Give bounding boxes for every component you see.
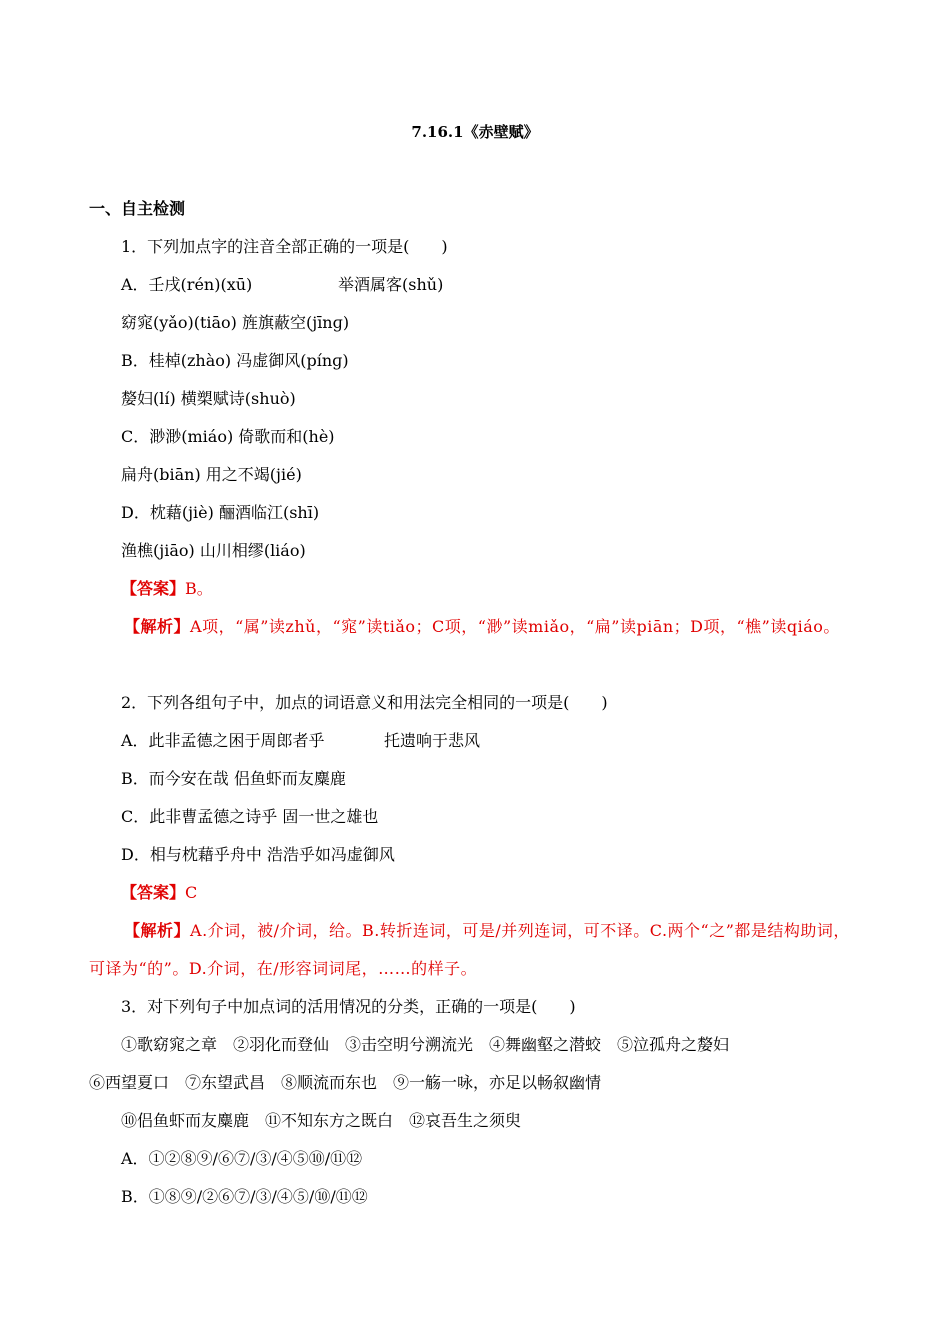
q1-analysis-text: A项，“属”读zhǔ，“窕”读tiǎo；C项，“渺”读miǎo，“扁”读piān；D项，“樵”读qiáo。	[190, 617, 840, 636]
q2-stem: 2．下列各组句子中，加点的词语意义和用法完全相同的一项是( )	[121, 693, 608, 712]
q2-analysis-label: 【解析】	[124, 921, 191, 940]
q1-option-c-part1: C．渺渺(miáo) 倚歌而和(hè)	[121, 427, 335, 446]
q3-sentence-list-line1: ①歌窈窕之章 ②羽化而登仙 ③击空明兮溯流光 ④舞幽壑之潜蛟 ⑤泣孤舟之嫠妇	[121, 1035, 730, 1054]
q1-answer-value: B。	[185, 579, 213, 598]
q3-sentence-list-line2: ⑥西望夏口 ⑦东望武昌 ⑧顺流而东也 ⑨一觞一咏，亦足以畅叙幽情	[89, 1073, 602, 1092]
q1-option-b-part1: B．桂棹(zhào) 冯虚御风(pínɡ)	[121, 351, 349, 370]
q1-option-a-part1: A．壬戌(rén)(xū)	[121, 275, 253, 294]
q1-answer	[121, 578, 213, 600]
q1-stem: 1．下列加点字的注音全部正确的一项是( )	[121, 237, 448, 256]
q1-answer-label: 【答案】	[121, 579, 186, 598]
section-heading: 一、自主检测	[89, 199, 186, 218]
q2-answer	[121, 882, 197, 904]
q3-option-b: B．①⑧⑨/②⑥⑦/③/④⑤/⑩/⑪⑫	[121, 1187, 368, 1206]
q1-option-a-part2: 举酒属客(shǔ)	[338, 275, 444, 294]
q2-analysis	[89, 912, 851, 988]
q1-analysis-label: 【解析】	[124, 617, 191, 636]
q1-option-b-part2: 嫠妇(lí) 横槊赋诗(shuò)	[121, 389, 296, 408]
q3-option-a: A．①②⑧⑨/⑥⑦/③/④⑤⑩/⑪⑫	[121, 1149, 363, 1168]
q3-sentence-list-line3: ⑩侣鱼虾而友麋鹿 ⑪不知东方之既白 ⑫哀吾生之须臾	[121, 1111, 522, 1130]
q2-option-a-part2: 托遗响于悲风	[384, 731, 481, 750]
q2-answer-label: 【答案】	[121, 883, 186, 902]
q3-stem: 3．对下列句子中加点词的活用情况的分类，正确的一项是( )	[121, 997, 576, 1016]
document-title: 7.16.1《赤壁赋》	[411, 123, 539, 141]
q2-answer-value: C	[185, 883, 198, 902]
q1-option-d-part2: 渔樵(jiāo) 山川相缪(liáo)	[121, 541, 306, 560]
q1-option-d-part1: D．枕藉(jiè) 酾酒临江(shī)	[121, 503, 320, 522]
q1-analysis	[89, 608, 851, 646]
q1-option-a-part3: 窈窕(yǎo)(tiāo) 旌旗蔽空(jīnɡ)	[121, 313, 350, 332]
q2-option-a-part1: A．此非孟德之困于周郎者乎	[121, 731, 325, 750]
q2-option-b: B．而今安在哉 侣鱼虾而友麋鹿	[121, 769, 346, 788]
q1-option-c-part2: 扁舟(biān) 用之不竭(jié)	[121, 465, 302, 484]
q2-option-c: C．此非曹孟德之诗乎 固一世之雄也	[121, 807, 379, 826]
q2-analysis-text: A.介词，被/介词，给。B.转折连词，可是/并列连词，可不译。C.两个“之”都是结构助词，可译为“的”。D.介词，在/形容词词尾，……的样子。	[89, 921, 850, 978]
q2-option-d: D．相与枕藉乎舟中 浩浩乎如冯虚御风	[121, 845, 395, 864]
